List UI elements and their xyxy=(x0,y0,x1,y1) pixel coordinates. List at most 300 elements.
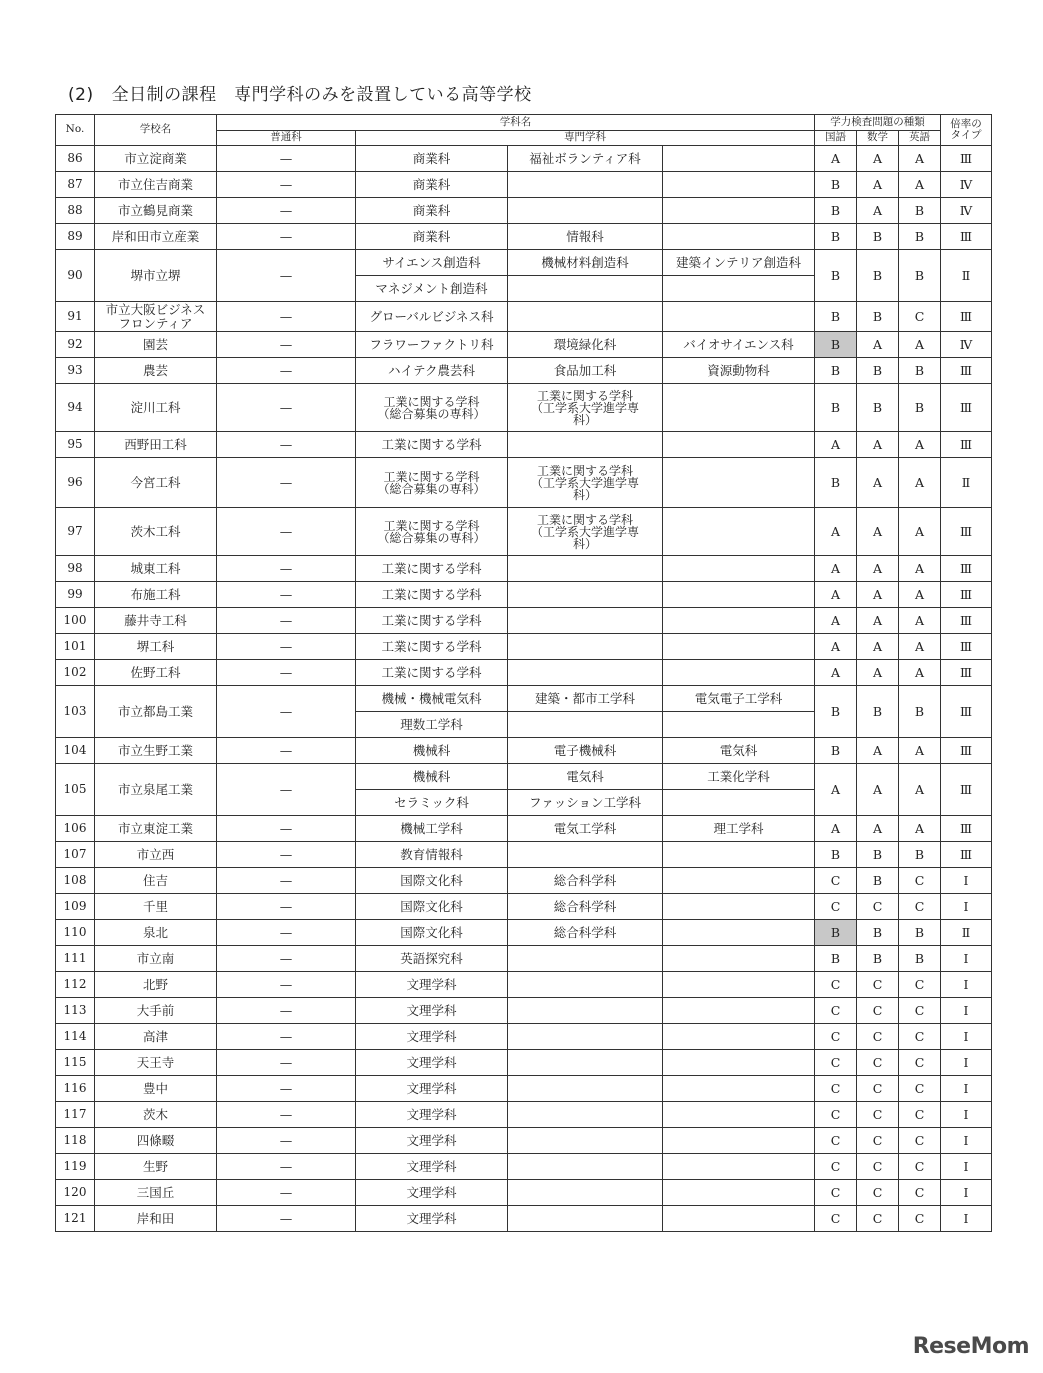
cell-no: 97 xyxy=(56,508,95,556)
cell-school: 市立住吉商業 xyxy=(95,172,217,198)
cell-specialized-dept xyxy=(508,1076,663,1102)
cell-general: — xyxy=(217,1128,356,1154)
cell-specialized-dept: 国際文化科 xyxy=(356,920,508,946)
cell-school: 市立泉尾工業 xyxy=(95,764,217,816)
cell-school: 農芸 xyxy=(95,358,217,384)
cell-japanese: A xyxy=(815,660,857,686)
cell-math: B xyxy=(857,250,899,302)
cell-school: 城東工科 xyxy=(95,556,217,582)
cell-math: C xyxy=(857,1076,899,1102)
cell-ratio-type: Ⅰ xyxy=(941,1128,992,1154)
cell-no: 103 xyxy=(56,686,95,738)
cell-specialized-dept xyxy=(663,458,815,508)
cell-specialized-dept: 英語探究科 xyxy=(356,946,508,972)
cell-english: C xyxy=(899,1102,941,1128)
cell-english: A xyxy=(899,432,941,458)
table-row xyxy=(56,998,992,1024)
cell-school: 岸和田市立産業 xyxy=(95,224,217,250)
cell-specialized-dept: 文理学科 xyxy=(356,1206,508,1232)
cell-general: — xyxy=(217,1102,356,1128)
cell-ratio-type: Ⅳ xyxy=(941,172,992,198)
cell-specialized-dept xyxy=(508,556,663,582)
cell-english: A xyxy=(899,608,941,634)
cell-specialized-dept: 機械科 xyxy=(356,764,508,790)
cell-math: A xyxy=(857,634,899,660)
cell-no: 118 xyxy=(56,1128,95,1154)
cell-japanese: C xyxy=(815,894,857,920)
cell-specialized-dept: 文理学科 xyxy=(356,1154,508,1180)
cell-japanese: B xyxy=(815,842,857,868)
cell-no: 106 xyxy=(56,816,95,842)
table-body xyxy=(56,146,992,1232)
cell-specialized-dept: 国際文化科 xyxy=(356,894,508,920)
cell-specialized-dept: 商業科 xyxy=(356,224,508,250)
cell-specialized-dept xyxy=(508,712,663,738)
cell-math: A xyxy=(857,816,899,842)
cell-specialized-dept: 文理学科 xyxy=(356,1024,508,1050)
cell-specialized-dept: 建築インテリア創造科 xyxy=(663,250,815,276)
cell-japanese: B xyxy=(815,920,857,946)
cell-ratio-type: Ⅲ xyxy=(941,556,992,582)
cell-specialized-dept xyxy=(663,384,815,432)
header-english: 英語 xyxy=(899,131,941,146)
cell-specialized-dept xyxy=(663,660,815,686)
cell-specialized-dept: 文理学科 xyxy=(356,1180,508,1206)
cell-no: 109 xyxy=(56,894,95,920)
cell-specialized-dept xyxy=(663,1024,815,1050)
cell-school: 大手前 xyxy=(95,998,217,1024)
cell-math: B xyxy=(857,920,899,946)
cell-english: A xyxy=(899,172,941,198)
cell-specialized-dept: 商業科 xyxy=(356,172,508,198)
cell-specialized-dept xyxy=(663,868,815,894)
cell-english: C xyxy=(899,1128,941,1154)
cell-specialized-dept xyxy=(663,146,815,172)
cell-specialized-dept xyxy=(663,432,815,458)
cell-no: 107 xyxy=(56,842,95,868)
cell-specialized-dept: グローバルビジネス科 xyxy=(356,302,508,332)
cell-japanese: A xyxy=(815,764,857,816)
cell-specialized-dept: 工業化学科 xyxy=(663,764,815,790)
cell-ratio-type: Ⅳ xyxy=(941,332,992,358)
cell-ratio-type: Ⅳ xyxy=(941,198,992,224)
cell-specialized-dept: 建築・都市工学科 xyxy=(508,686,663,712)
cell-specialized-dept xyxy=(508,276,663,302)
table-row xyxy=(56,302,992,332)
cell-english: A xyxy=(899,458,941,508)
cell-specialized-dept xyxy=(663,198,815,224)
cell-specialized-dept xyxy=(508,972,663,998)
cell-school: 北野 xyxy=(95,972,217,998)
cell-general: — xyxy=(217,358,356,384)
cell-english: A xyxy=(899,764,941,816)
cell-general: — xyxy=(217,1024,356,1050)
cell-ratio-type: Ⅲ xyxy=(941,146,992,172)
table-row xyxy=(56,224,992,250)
cell-math: A xyxy=(857,508,899,556)
cell-english: A xyxy=(899,816,941,842)
cell-ratio-type: Ⅲ xyxy=(941,660,992,686)
cell-japanese: B xyxy=(815,302,857,332)
cell-ratio-type: Ⅲ xyxy=(941,508,992,556)
cell-specialized-dept: 工業に関する学科 xyxy=(356,432,508,458)
cell-specialized-dept xyxy=(508,1128,663,1154)
cell-no: 111 xyxy=(56,946,95,972)
cell-school: 千里 xyxy=(95,894,217,920)
cell-specialized-dept xyxy=(508,1102,663,1128)
cell-english: C xyxy=(899,1206,941,1232)
cell-general: — xyxy=(217,1180,356,1206)
cell-ratio-type: Ⅰ xyxy=(941,1180,992,1206)
cell-english: C xyxy=(899,894,941,920)
cell-no: 94 xyxy=(56,384,95,432)
cell-no: 108 xyxy=(56,868,95,894)
table-row xyxy=(56,1024,992,1050)
cell-math: B xyxy=(857,946,899,972)
table-row xyxy=(56,1128,992,1154)
cell-ratio-type: Ⅰ xyxy=(941,972,992,998)
cell-no: 86 xyxy=(56,146,95,172)
cell-no: 93 xyxy=(56,358,95,384)
cell-specialized-dept: 機械・機械電気科 xyxy=(356,686,508,712)
cell-general: — xyxy=(217,508,356,556)
cell-school: 泉北 xyxy=(95,920,217,946)
cell-japanese: C xyxy=(815,1180,857,1206)
cell-math: C xyxy=(857,1128,899,1154)
cell-japanese: B xyxy=(815,738,857,764)
cell-school: 市立東淀工業 xyxy=(95,816,217,842)
table-row xyxy=(56,946,992,972)
cell-math: C xyxy=(857,998,899,1024)
cell-specialized-dept xyxy=(663,508,815,556)
cell-specialized-dept xyxy=(508,1180,663,1206)
cell-english: B xyxy=(899,686,941,738)
cell-math: A xyxy=(857,332,899,358)
cell-ratio-type: Ⅱ xyxy=(941,250,992,302)
cell-specialized-dept: 商業科 xyxy=(356,198,508,224)
cell-general: — xyxy=(217,146,356,172)
cell-specialized-dept: 情報科 xyxy=(508,224,663,250)
cell-math: A xyxy=(857,172,899,198)
cell-japanese: B xyxy=(815,198,857,224)
cell-specialized-dept: 環境緑化科 xyxy=(508,332,663,358)
cell-general: — xyxy=(217,432,356,458)
cell-math: A xyxy=(857,608,899,634)
cell-no: 119 xyxy=(56,1154,95,1180)
cell-english: A xyxy=(899,634,941,660)
cell-specialized-dept xyxy=(663,972,815,998)
cell-japanese: A xyxy=(815,508,857,556)
cell-specialized-dept: サイエンス創造科 xyxy=(356,250,508,276)
cell-no: 120 xyxy=(56,1180,95,1206)
cell-specialized-dept: 文理学科 xyxy=(356,972,508,998)
cell-english: C xyxy=(899,1024,941,1050)
cell-specialized-dept: 福祉ボランティア科 xyxy=(508,146,663,172)
table-row xyxy=(56,608,992,634)
cell-math: A xyxy=(857,556,899,582)
cell-specialized-dept xyxy=(663,1128,815,1154)
cell-specialized-dept xyxy=(663,224,815,250)
cell-math: A xyxy=(857,198,899,224)
cell-specialized-dept xyxy=(663,712,815,738)
cell-specialized-dept: 工業に関する学科 （総合募集の専科） xyxy=(356,458,508,508)
cell-specialized-dept: 食品加工科 xyxy=(508,358,663,384)
table-row xyxy=(56,1154,992,1180)
table-row xyxy=(56,1206,992,1232)
cell-general: — xyxy=(217,1076,356,1102)
table-row xyxy=(56,686,992,712)
cell-english: B xyxy=(899,946,941,972)
cell-general: — xyxy=(217,556,356,582)
cell-english: B xyxy=(899,358,941,384)
cell-school: 市立鶴見商業 xyxy=(95,198,217,224)
cell-math: C xyxy=(857,1050,899,1076)
cell-specialized-dept: 総合科学科 xyxy=(508,868,663,894)
table-row xyxy=(56,1076,992,1102)
cell-specialized-dept: 機械工学科 xyxy=(356,816,508,842)
cell-specialized-dept xyxy=(663,582,815,608)
cell-english: B xyxy=(899,920,941,946)
cell-general: — xyxy=(217,250,356,302)
cell-specialized-dept: 工業に関する学科 （総合募集の専科） xyxy=(356,384,508,432)
cell-no: 121 xyxy=(56,1206,95,1232)
cell-japanese: C xyxy=(815,1076,857,1102)
cell-english: B xyxy=(899,198,941,224)
cell-specialized-dept: 総合科学科 xyxy=(508,894,663,920)
cell-japanese: B xyxy=(815,458,857,508)
cell-ratio-type: Ⅰ xyxy=(941,998,992,1024)
cell-school: 布施工科 xyxy=(95,582,217,608)
cell-english: C xyxy=(899,302,941,332)
cell-school: 市立都島工業 xyxy=(95,686,217,738)
cell-ratio-type: Ⅰ xyxy=(941,894,992,920)
cell-school: 生野 xyxy=(95,1154,217,1180)
cell-general: — xyxy=(217,224,356,250)
table-row xyxy=(56,1180,992,1206)
cell-ratio-type: Ⅰ xyxy=(941,1154,992,1180)
cell-general: — xyxy=(217,332,356,358)
cell-japanese: B xyxy=(815,946,857,972)
cell-specialized-dept: 工業に関する学科 （工学系大学進学専 科） xyxy=(508,508,663,556)
cell-specialized-dept xyxy=(663,302,815,332)
cell-general: — xyxy=(217,972,356,998)
cell-general: — xyxy=(217,1154,356,1180)
table-row xyxy=(56,582,992,608)
cell-specialized-dept: 理工学科 xyxy=(663,816,815,842)
cell-general: — xyxy=(217,946,356,972)
cell-specialized-dept xyxy=(663,1180,815,1206)
section-number: (2) xyxy=(68,85,94,105)
header-japanese: 国語 xyxy=(815,131,857,146)
cell-specialized-dept xyxy=(663,946,815,972)
cell-school: 高津 xyxy=(95,1024,217,1050)
cell-japanese: A xyxy=(815,432,857,458)
watermark-logo: ReseMom xyxy=(912,1334,1029,1359)
cell-no: 98 xyxy=(56,556,95,582)
cell-specialized-dept xyxy=(508,1206,663,1232)
cell-ratio-type: Ⅲ xyxy=(941,816,992,842)
cell-specialized-dept xyxy=(508,998,663,1024)
cell-math: A xyxy=(857,432,899,458)
cell-english: C xyxy=(899,998,941,1024)
header-general: 普通科 xyxy=(217,131,356,146)
cell-english: B xyxy=(899,842,941,868)
cell-ratio-type: Ⅲ xyxy=(941,738,992,764)
cell-math: C xyxy=(857,972,899,998)
cell-no: 96 xyxy=(56,458,95,508)
cell-no: 95 xyxy=(56,432,95,458)
cell-specialized-dept xyxy=(663,920,815,946)
header-test-kind: 学力検査問題の種類 xyxy=(815,115,941,131)
cell-english: C xyxy=(899,1154,941,1180)
cell-no: 113 xyxy=(56,998,95,1024)
cell-school: 市立大阪ビジネス フロンティア xyxy=(95,302,217,332)
cell-general: — xyxy=(217,582,356,608)
cell-ratio-type: Ⅰ xyxy=(941,1076,992,1102)
cell-general: — xyxy=(217,686,356,738)
cell-no: 88 xyxy=(56,198,95,224)
cell-specialized-dept: 商業科 xyxy=(356,146,508,172)
cell-general: — xyxy=(217,384,356,432)
cell-school: 市立南 xyxy=(95,946,217,972)
cell-specialized-dept xyxy=(508,608,663,634)
cell-specialized-dept: 電気電子工学科 xyxy=(663,686,815,712)
cell-english: A xyxy=(899,508,941,556)
cell-specialized-dept: 工業に関する学科 xyxy=(356,582,508,608)
table-row xyxy=(56,508,992,556)
page-title xyxy=(68,80,532,105)
cell-no: 104 xyxy=(56,738,95,764)
cell-specialized-dept xyxy=(508,1050,663,1076)
cell-school: 茨木 xyxy=(95,1102,217,1128)
cell-specialized-dept xyxy=(508,946,663,972)
cell-math: B xyxy=(857,358,899,384)
cell-school: 住吉 xyxy=(95,868,217,894)
table-row xyxy=(56,1050,992,1076)
cell-school: 淀川工科 xyxy=(95,384,217,432)
cell-math: B xyxy=(857,302,899,332)
table-row xyxy=(56,738,992,764)
cell-specialized-dept xyxy=(508,302,663,332)
cell-ratio-type: Ⅰ xyxy=(941,868,992,894)
cell-japanese: A xyxy=(815,556,857,582)
cell-general: — xyxy=(217,1206,356,1232)
cell-specialized-dept: 教育情報科 xyxy=(356,842,508,868)
cell-ratio-type: Ⅲ xyxy=(941,582,992,608)
cell-specialized-dept: 文理学科 xyxy=(356,1128,508,1154)
cell-school: 佐野工科 xyxy=(95,660,217,686)
cell-no: 117 xyxy=(56,1102,95,1128)
cell-japanese: B xyxy=(815,384,857,432)
cell-specialized-dept: 機械材料創造科 xyxy=(508,250,663,276)
header-departments: 学科名 xyxy=(217,115,815,131)
cell-math: A xyxy=(857,146,899,172)
cell-english: A xyxy=(899,660,941,686)
cell-japanese: B xyxy=(815,172,857,198)
cell-specialized-dept xyxy=(508,634,663,660)
cell-school: 三国丘 xyxy=(95,1180,217,1206)
table-row xyxy=(56,660,992,686)
cell-ratio-type: Ⅰ xyxy=(941,1206,992,1232)
cell-english: C xyxy=(899,868,941,894)
cell-specialized-dept: 工業に関する学科 xyxy=(356,608,508,634)
cell-ratio-type: Ⅲ xyxy=(941,432,992,458)
cell-specialized-dept xyxy=(508,1154,663,1180)
cell-no: 99 xyxy=(56,582,95,608)
cell-specialized-dept: 工業に関する学科 xyxy=(356,660,508,686)
cell-english: A xyxy=(899,582,941,608)
cell-ratio-type: Ⅲ xyxy=(941,384,992,432)
cell-math: A xyxy=(857,458,899,508)
cell-english: C xyxy=(899,1180,941,1206)
cell-school: 西野田工科 xyxy=(95,432,217,458)
cell-specialized-dept xyxy=(663,1206,815,1232)
cell-school: 市立淀商業 xyxy=(95,146,217,172)
cell-general: — xyxy=(217,608,356,634)
table-row xyxy=(56,634,992,660)
table-row xyxy=(56,250,992,276)
header-ratio-type: 倍率の タイプ xyxy=(941,115,992,146)
cell-general: — xyxy=(217,738,356,764)
cell-general: — xyxy=(217,198,356,224)
cell-specialized-dept xyxy=(508,1024,663,1050)
table-row xyxy=(56,384,992,432)
cell-japanese: B xyxy=(815,686,857,738)
cell-specialized-dept xyxy=(508,582,663,608)
cell-specialized-dept xyxy=(508,660,663,686)
cell-japanese: B xyxy=(815,332,857,358)
cell-english: A xyxy=(899,146,941,172)
cell-math: C xyxy=(857,1180,899,1206)
cell-school: 天王寺 xyxy=(95,1050,217,1076)
cell-japanese: A xyxy=(815,582,857,608)
cell-ratio-type: Ⅱ xyxy=(941,920,992,946)
cell-english: C xyxy=(899,1050,941,1076)
cell-school: 堺工科 xyxy=(95,634,217,660)
cell-general: — xyxy=(217,302,356,332)
cell-math: B xyxy=(857,224,899,250)
cell-general: — xyxy=(217,172,356,198)
cell-specialized-dept: 電子機械科 xyxy=(508,738,663,764)
cell-specialized-dept xyxy=(663,894,815,920)
cell-specialized-dept xyxy=(663,1154,815,1180)
cell-no: 90 xyxy=(56,250,95,302)
cell-general: — xyxy=(217,660,356,686)
cell-no: 105 xyxy=(56,764,95,816)
cell-japanese: B xyxy=(815,358,857,384)
cell-math: B xyxy=(857,868,899,894)
table-row xyxy=(56,332,992,358)
cell-specialized-dept xyxy=(663,1076,815,1102)
cell-no: 91 xyxy=(56,302,95,332)
school-table xyxy=(55,114,992,1232)
cell-no: 116 xyxy=(56,1076,95,1102)
cell-general: — xyxy=(217,920,356,946)
cell-specialized-dept xyxy=(663,998,815,1024)
cell-japanese: A xyxy=(815,634,857,660)
cell-japanese: C xyxy=(815,1154,857,1180)
cell-japanese: C xyxy=(815,1128,857,1154)
cell-no: 110 xyxy=(56,920,95,946)
table-row xyxy=(56,432,992,458)
cell-japanese: C xyxy=(815,868,857,894)
table-row xyxy=(56,198,992,224)
cell-specialized-dept: 工業に関する学科 （工学系大学進学専 科） xyxy=(508,458,663,508)
cell-specialized-dept: 文理学科 xyxy=(356,1050,508,1076)
cell-no: 101 xyxy=(56,634,95,660)
cell-general: — xyxy=(217,842,356,868)
cell-no: 102 xyxy=(56,660,95,686)
